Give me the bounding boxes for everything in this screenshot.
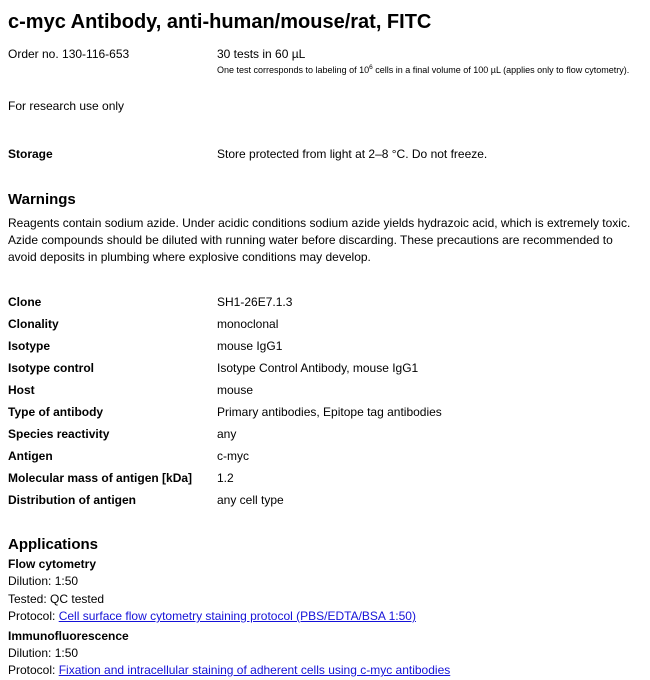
order-number: Order no. 130-116-653 [8,47,130,61]
storage-label: Storage [8,147,53,161]
property-row-molecular-mass [8,472,642,485]
property-row-isotype [8,340,642,353]
property-label: Isotype control [8,361,95,375]
protocol-line [8,662,642,680]
property-row-antigen [8,450,642,463]
warnings-text: Reagents contain sodium azide. Under acidic conditions sodium azide yields hydrazoic acid, which is extremely toxic. Azide compounds should be diluted with running water before discarding. These precautions are recommended to avoid deposits in plumbing where explosive conditions may develop. [8,216,631,264]
warnings-heading: Warnings [8,191,76,208]
application-name: Flow cytometry [8,557,97,571]
order-row [8,47,642,76]
property-row-distribution [8,494,642,507]
flow-cytometry-protocol-link[interactable]: Cell surface flow cytometry staining protocol (PBS/EDTA/BSA 1:50) [58,609,416,623]
property-label: Antigen [8,449,53,463]
property-label: Host [8,383,35,397]
property-value: Primary antibodies, Epitope tag antibodies [217,405,442,419]
properties-table [8,296,642,507]
tested-line: Tested: QC tested [8,591,105,606]
property-value: SH1-26E7.1.3 [217,295,293,309]
application-flow-cytometry [8,556,642,626]
property-value: mouse [217,383,254,397]
exponent: 6 [369,64,373,71]
applications-heading: Applications [8,536,99,553]
property-label: Isotype [8,339,51,353]
application-immunofluorescence [8,628,642,680]
protocol-label: Protocol: [8,663,59,677]
immunofluorescence-protocol-link[interactable]: Fixation and intracellular staining of adherent cells using c-myc antibodies [58,663,451,677]
protocol-line [8,608,642,626]
property-label: Species reactivity [8,427,110,441]
application-name: Immunofluorescence [8,628,129,643]
order-note: One test corresponds to labeling of $10^6$ cells in a final volume of 100 µL (applies only to flow cytometry). [217,64,630,75]
property-label: Molecular mass of antigen [kDa] [8,471,193,485]
property-value: c-myc [217,449,249,463]
property-value: mouse IgG1 [217,339,283,353]
property-row-type-of-antibody [8,406,642,419]
property-value: Isotype Control Antibody, mouse IgG1 [217,361,419,375]
property-label: Clone [8,295,42,309]
property-label: Clonality [8,317,59,331]
property-value: any [217,427,237,441]
property-label: Distribution of antigen [8,493,136,507]
property-row-clonality [8,318,642,331]
research-use-note: For research use only [8,99,125,113]
storage-row [8,147,642,161]
dilution-line: Dilution: 1:50 [8,645,79,660]
property-row-clone [8,296,642,309]
property-row-species-reactivity [8,428,642,441]
property-label: Type of antibody [8,405,104,419]
property-value: 1.2 [217,471,234,485]
order-size: 30 tests in 60 µL [217,47,306,61]
property-row-host [8,384,642,397]
storage-value: Store protected from light at 2–8 °C. Do not freeze. [217,147,488,161]
property-value: monoclonal [217,317,279,331]
dilution-line: Dilution: 1:50 [8,574,79,588]
protocol-label: Protocol: [8,609,59,623]
page-title: c-myc Antibody, anti-human/mouse/rat, FITC [8,11,432,33]
order-size-block [217,47,642,76]
property-value: any cell type [217,493,284,507]
property-row-isotype-control [8,362,642,375]
